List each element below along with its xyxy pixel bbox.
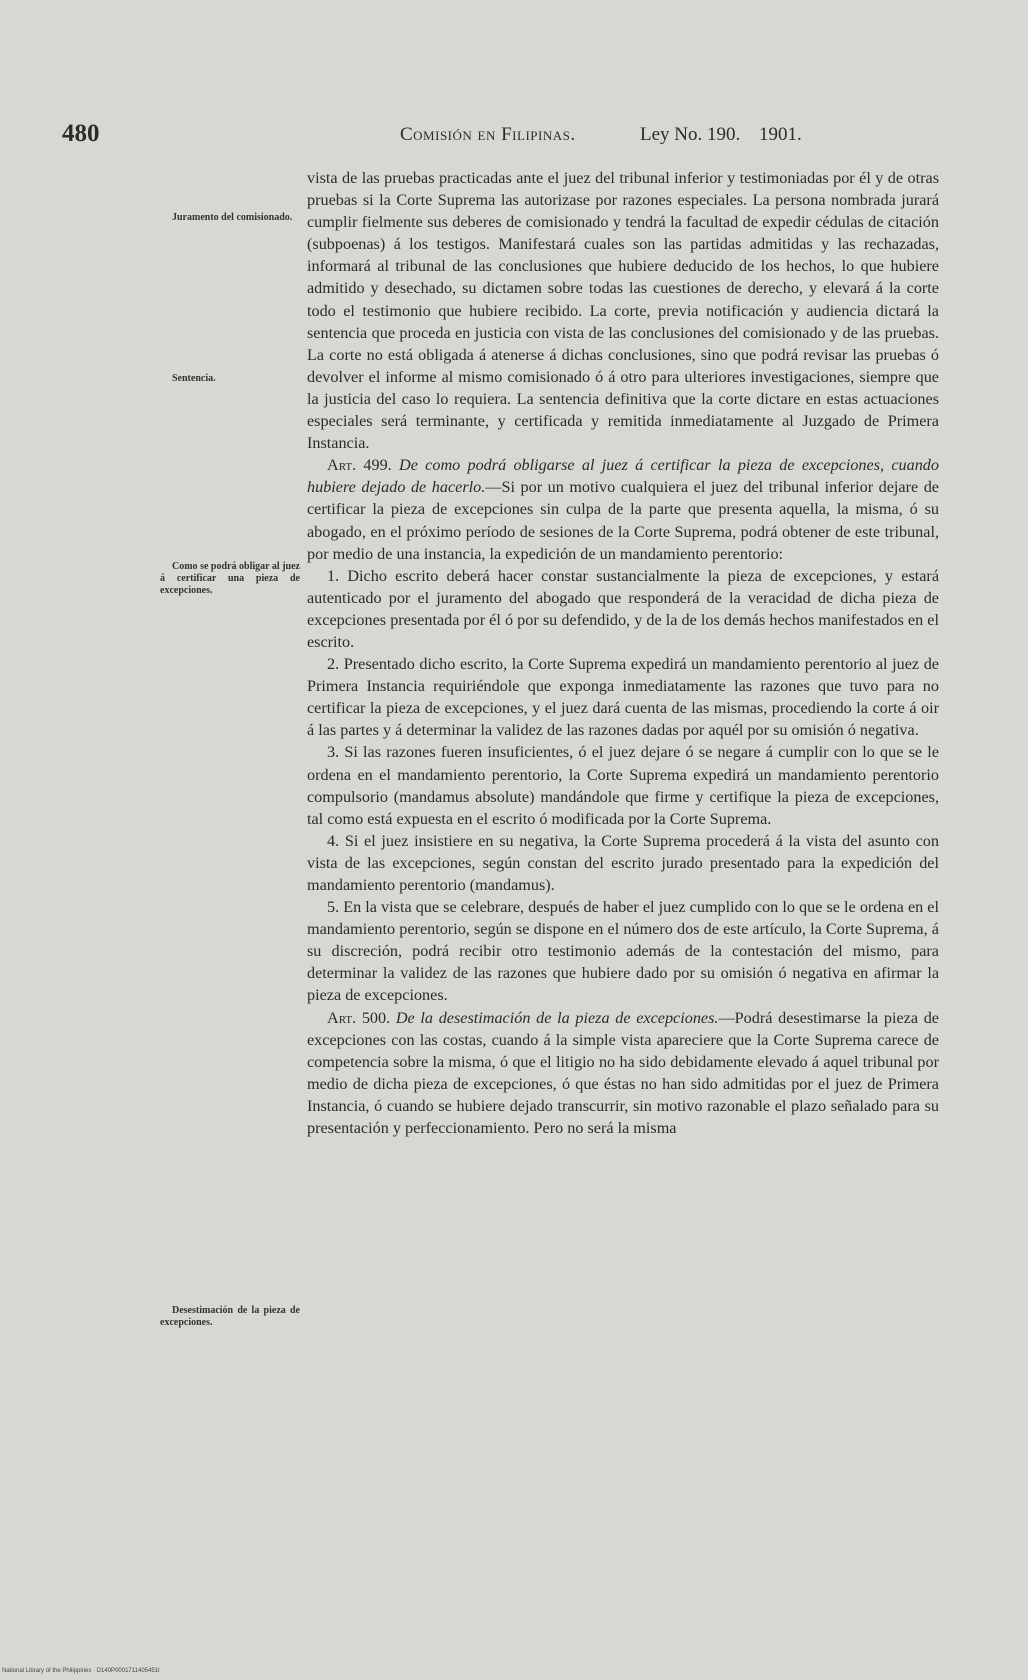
paragraph-commissioner: vista de las pruebas practicadas ante el juez del tribunal inferior y testimoniadas por él y de otras pruebas si la Corte Suprema las autorizase por razones especiales. La persona nombrada jurará cumplir fielmente sus deberes de comisionado y tendrá la facultad de expedir cédulas de citación (subpoenas) á los testigos. Manifestará cuales son las partidas admitidas y las rechazadas, informará al tribunal de las conclusiones que hubiere deducido de los hechos, lo que hubiere admitido y desechado, su dictamen sobre todas las cuestiones de derecho, y elevará á la corte todo el testimonio que hubiere recibido. La corte, previa notificación y audiencia dictará la sentencia que proceda en justicia con vista de las conclusiones del comisionado y de las pruebas. La corte no está obligada á atenerse á dichas conclusiones, sino que podrá revisar las pruebas ó devolver el informe al mismo comisionado ó á otro para ulteriores investigaciones, siempre que la justicia del caso lo requiera. La sentencia definitiva que la corte dictare en estas actuaciones especiales será terminante, y certificada y remitida inmediatamente al Juzgado de Primera Instancia. bbox=[307, 169, 939, 453]
article-500-heading: De la desestimación de la pieza de excepciones. bbox=[395, 1008, 719, 1027]
article-499 bbox=[307, 454, 939, 564]
article-499-text: —Si por un motivo cualquiera el juez del tribunal inferior dejare de certificar la pieza de excepciones sin culpa de la parte que presenta aquella, la misma, ó su abogado, en el próximo período de sesiones de la Corte Suprema, podrá obtener de este tribunal, por medio de una instancia, la expedición de un mandamiento perentorio: bbox=[307, 478, 939, 563]
article-499-number: Art. 499. bbox=[327, 456, 392, 475]
margin-note-obligar: Como se podrá obligar al juez á certificar una pieza de excepciones. bbox=[160, 561, 300, 596]
item-4: 4. Si el juez insistiere en su negativa, la Corte Suprema procederá á la vista del asunto con vista de las excepciones, según constan del escrito jurado presentado para la expedición del mandamiento perentorio (mandamus). bbox=[307, 831, 939, 894]
law-number: Ley No. 190. bbox=[640, 124, 741, 145]
article-500 bbox=[307, 1007, 939, 1140]
article-499-heading: De como podrá obligarse al juez á certificar la pieza de excepciones, cuando hubiere dejado de hacerlo. bbox=[307, 456, 939, 497]
running-header-right bbox=[640, 124, 816, 146]
item-3: 3. Si las razones fueren insuficientes, ó el juez dejare ó se negare á cumplir con lo que se le ordena en el mandamiento perentorio, la Corte Suprema expedirá un mandamiento perentorio compulsorio (mandamus absolute) mandándole que firme y certifique la pieza de excepciones, tal como está expuesta en el escrito ó modificada por la Corte Suprema. bbox=[307, 743, 939, 828]
item-2: 2. Presentado dicho escrito, la Corte Suprema expedirá un mandamiento perentorio al juez de Primera Instancia requiriéndole que exponga inmediatamente las razones que tuvo para no certificar la pieza de excepciones, y el juez dará cuenta de las mismas, procediendo la corte á oir á las partes y á determinar la validez de las razones dadas por aquél por su omisión ó negativa. bbox=[307, 655, 939, 740]
page-number: 480 bbox=[62, 120, 100, 147]
scan-footer: National Library of the Philippines · D140P0001711405451I bbox=[2, 1668, 160, 1674]
margin-note-sentencia: Sentencia. bbox=[172, 373, 216, 384]
article-500-number: Art. 500. bbox=[327, 1008, 391, 1027]
running-title: Comisión en Filipinas. bbox=[400, 124, 576, 145]
margin-note-desestimacion: Desestimación de la pieza de excepciones. bbox=[160, 1305, 300, 1328]
item-1: 1. Dicho escrito deberá hacer constar sustancialmente la pieza de excepciones, y estará autenticado por el juramento del abogado que responderá de la veracidad de dicha pieza de excepciones presentada por él ó por su defendido, y de la de los demás hechos manifestados en el escrito. bbox=[307, 566, 939, 651]
margin-note-juramento: Juramento del comisionado. bbox=[172, 212, 293, 223]
item-5: 5. En la vista que se celebrare, después de haber el juez cumplido con lo que se le ordena en el mandamiento perentorio, según se dispone en el número dos de este artículo, la Corte Suprema, á su discreción, podrá recibir otro testimonio además de la contestación del mismo, para determinar la validez de las razones que hubiere dado por su omisión ó negativa en afirmar la pieza de excepciones. bbox=[307, 898, 939, 1005]
main-text bbox=[307, 167, 939, 1139]
article-500-text: —Podrá desestimarse la pieza de excepciones con las costas, cuando á la simple vista apareciere que la Corte Suprema carece de competencia sobre la misma, ó que el litigio no ha sido debidamente elevado á aquel tribunal por medio de dicha pieza de excepciones, ó que éstas no han sido admitidas por el juez de Primera Instancia, ó cuando se hubiere dejado transcurrir, sin motivo razonable el plazo señalado para su presentación y perfeccionamiento. Pero no será la misma bbox=[307, 1008, 939, 1138]
year: 1901. bbox=[759, 124, 802, 145]
